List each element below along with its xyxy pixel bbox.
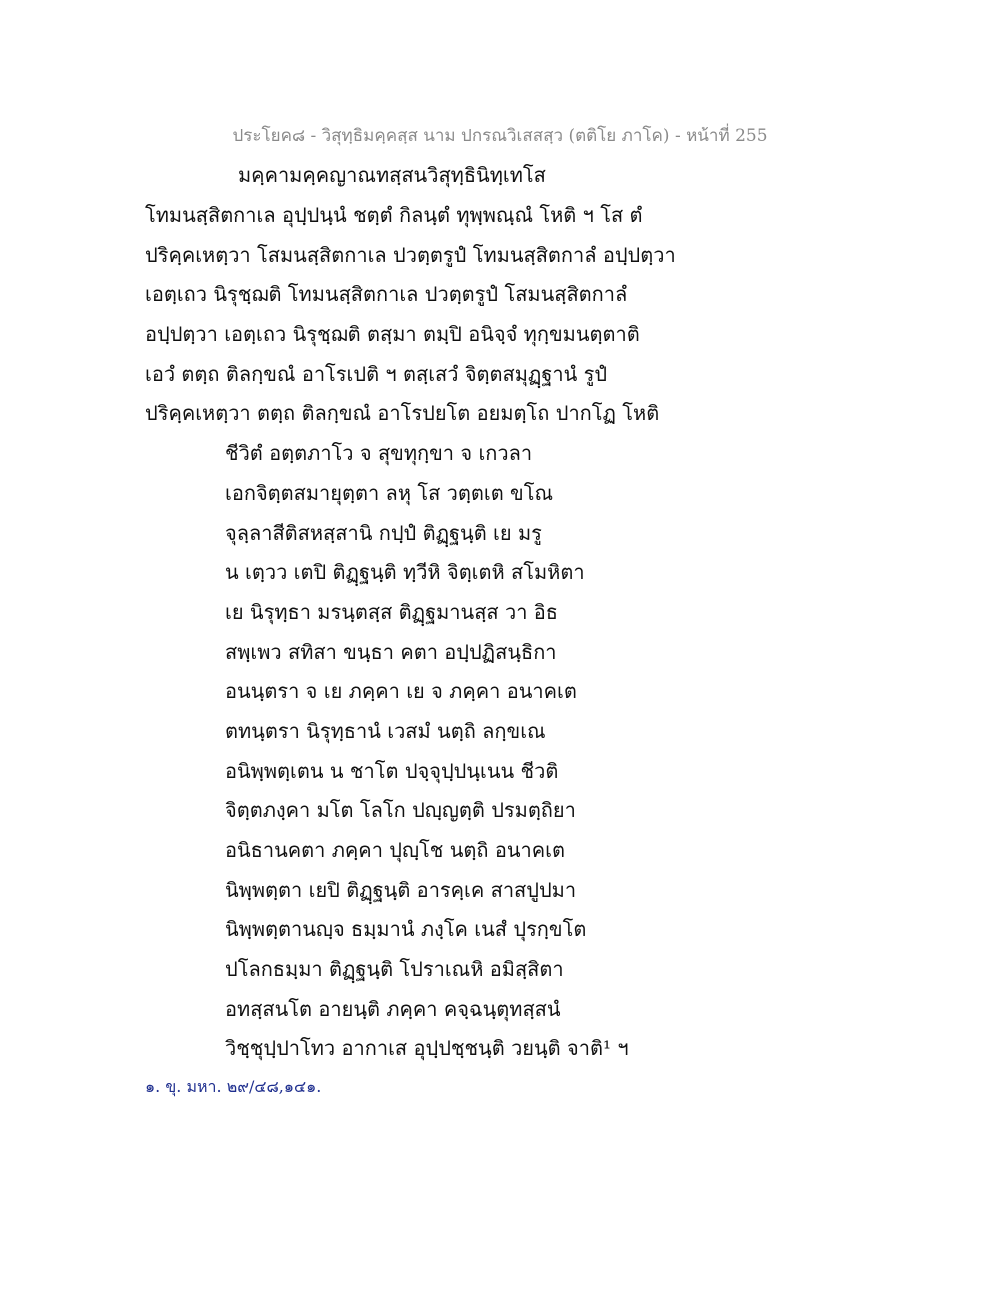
verse-line: สพฺเพว สทิสา ขนฺธา คตา อปฺปฏิสนฺธิกา — [225, 640, 557, 664]
verse-line: นิพฺพตฺตานญฺจ ธมฺมานํ ภงฺโค เนสํ ปุรกฺขโต — [225, 917, 587, 941]
verse-line: นิพฺพตฺตา เยปิ ติฏฺฐนฺติ อารคฺเค สาสปูปมา — [225, 878, 577, 902]
verse-line: เย นิรุทฺธา มรนฺตสฺส ติฏฺฐมานสฺส วา อิธ — [225, 600, 559, 624]
footnote: ๑. ขุ. มหา. ๒๙/๔๘,๑๔๑. — [145, 1077, 322, 1096]
prose-line: โทมนสฺสิตกาเล อุปฺปนฺนํ ชตฺตํ กิลนฺตํ ทุพฺพณฺณํ โหติ ฯ โส ตํ — [145, 203, 643, 227]
verse-line: เอกจิตฺตสมายุตฺตา ลหุ โส วตฺตเต ขโณ — [225, 481, 554, 505]
prose-line: เอวํ ตตฺถ ติลกฺขณํ อาโรเปติ ฯ ตสฺเสวํ จิตฺตสมุฏฺฐานํ รูปํ — [145, 362, 608, 386]
verse-line: อนิธานคตา ภคฺคา ปุญฺโช นตฺถิ อนาคเต — [225, 838, 565, 862]
verse-line: อทสฺสนโต อายนฺติ ภคฺคา คจฺฉนฺตุทสฺสนํ — [225, 997, 561, 1021]
verse-line: อนิพฺพตฺเตน น ชาโต ปจฺจุปฺปนฺเนน ชีวติ — [225, 759, 559, 783]
verse-line: จุลฺลาสีติสหสฺสานิ กปฺปํ ติฏฺฐนฺติ เย มรู — [225, 521, 542, 545]
prose-line: อปฺปตฺวา เอตฺเถว นิรุชฺฌติ ตสฺมา ตมฺปิ อนิจฺจํ ทุกฺขมนตฺตาติ — [145, 322, 640, 346]
verse-line: จิตฺตภงฺคา มโต โลโก ปญฺญตฺติ ปรมตฺถิยา — [225, 798, 576, 822]
prose-line: เอตฺเถว นิรุชฺฌติ โทมนสฺสิตกาเล ปวตฺตรูปํ โสมนสฺสิตกาลํ — [145, 282, 628, 306]
verse-line: ตทนฺตรา นิรุทฺธานํ เวสมํ นตฺถิ ลกฺขเณ — [225, 719, 546, 743]
prose-line: ปริคฺคเหตฺวา โสมนสฺสิตกาเล ปวตฺตรูปํ โทมนสฺสิตกาลํ อปฺปตฺวา — [145, 243, 676, 267]
section-title: มคฺคามคฺคญาณทสฺสนวิสุทฺธินิทฺเทโส — [238, 163, 546, 187]
verse-line: วิชฺชุปฺปาโทว อากาเส อุปฺปชฺชนฺติ วยนฺติ จาติ¹ ฯ — [225, 1036, 629, 1060]
verse-line: อนนฺตรา จ เย ภคฺคา เย จ ภคฺคา อนาคเต — [225, 679, 577, 703]
verse-line: น เตฺวว เตปิ ติฏฺฐนฺติ ทฺวีหิ จิตฺเตหิ สโมหิตา — [225, 560, 585, 584]
page-header: ประโยค๘ - วิสุทฺธิมคฺคสฺส นาม ปกรณวิเสสสฺว (ตติโย ภาโค) - หน้าที่ 255 — [232, 126, 768, 146]
prose-line: ปริคฺคเหตฺวา ตตฺถ ติลกฺขณํ อาโรปยโต อยมตฺโถ ปากโฏ โหติ — [145, 401, 660, 425]
verse-line: ชีวิตํ อตฺตภาโว จ สุขทุกฺขา จ เกวลา — [225, 441, 533, 465]
verse-line: ปโลกธมฺมา ติฏฺฐนฺติ โปราเณหิ อมิสฺสิตา — [225, 957, 564, 981]
